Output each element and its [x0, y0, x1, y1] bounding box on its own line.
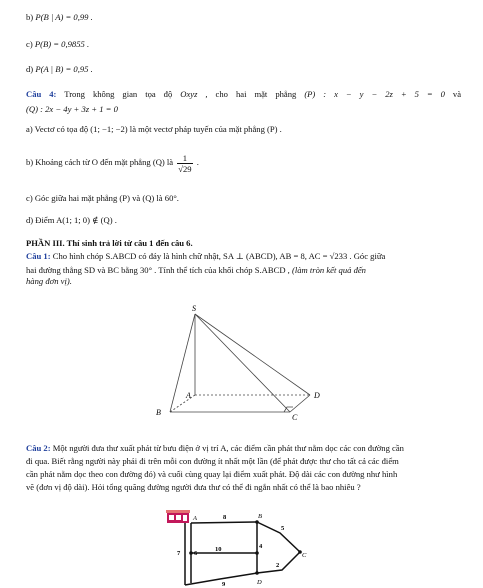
c2-line4: vẽ (đơn vị độ dài). Hỏi tổng quãng đường người đưa thư có thể đi ngắn nhất có thể là bao nhiêu ?: [26, 482, 361, 492]
weight-AB: 8: [223, 514, 227, 521]
fraction-numerator: 1: [177, 153, 192, 164]
road-AB: [191, 522, 257, 523]
weight-B-C: 5: [281, 525, 285, 532]
post-office-icon: [166, 510, 190, 523]
weight-inner: 10: [215, 546, 222, 553]
word: hai: [235, 89, 247, 99]
vertex-D: D: [314, 391, 320, 400]
vertex-A: A: [186, 391, 191, 400]
word: không: [92, 89, 115, 99]
c1-text: hai đường thẳng SD và BC bằng 30° . Tính thể tích của khối chóp S.ABCD ,: [26, 265, 292, 275]
c1-line3: hàng đơn vị).: [26, 276, 72, 286]
c2-text: Một người đưa thư xuất phát từ bưu điện ở vị trí A, các điểm cần phát thư nằm dọc các con đường cần: [52, 443, 404, 453]
fraction-denominator: √29: [178, 163, 192, 174]
word: Trong: [64, 89, 85, 99]
weight-AE: 7: [177, 550, 181, 557]
node-C: C: [302, 552, 307, 559]
c2-head: Câu 2:: [26, 443, 51, 453]
c1-line2: [26, 265, 366, 276]
vertex-B: B: [156, 408, 161, 417]
road-B-C: [257, 522, 300, 552]
fraction: [177, 153, 192, 174]
q4-statement-d: d) Điểm A(1; 1; 0) ∉ (Q) .: [26, 215, 117, 225]
q4-line1: [26, 89, 461, 100]
vertex-C: C: [292, 413, 298, 422]
weight-ED: 9: [222, 581, 226, 588]
q4-head: Câu 4:: [26, 89, 57, 99]
option-label: b): [26, 12, 34, 22]
statement-text: b) Khoảng cách từ O đến mặt phẳng (Q) là: [26, 157, 174, 167]
period: .: [196, 157, 199, 167]
node-B: B: [258, 513, 262, 520]
c1-text: Cho hình chóp S.ABCD có đáy là hình chữ nhật, SA ⊥ (ABCD), AB = 8, AC = √233 . Góc giữa: [52, 251, 386, 261]
weight-A-inner: 6: [194, 550, 198, 557]
option-b: [26, 12, 93, 23]
edge-SD: [195, 314, 310, 395]
pyramid-figure: [150, 300, 335, 422]
road-graph-figure: [160, 505, 320, 588]
edge-SC: [195, 314, 290, 412]
c2-line2: đi qua. Biết rằng người này phải đi trên mỗi con đường ít nhất một lần (để phát được thư cho tất cả các điểm: [26, 456, 399, 466]
plane-p-equation: (P) : x − y − 2z + 5 = 0: [304, 89, 445, 99]
vertex-S: S: [192, 304, 196, 313]
option-label: d): [26, 64, 34, 74]
edge-CD: [290, 395, 310, 412]
option-expr: P(B) = 0,9855 .: [34, 39, 90, 49]
weight-B-inner: 4: [259, 543, 263, 550]
q4-statement-b: [26, 150, 199, 174]
q4-line2: (Q) : 2x − 4y + 3z + 1 = 0: [26, 104, 118, 114]
c1-line1: [26, 251, 385, 262]
word: tọa: [145, 89, 156, 99]
c1-note: (làm tròn kết quả đến: [291, 265, 366, 275]
word: mặt: [254, 89, 268, 99]
c2-line1: [26, 443, 404, 454]
q4-statement-c: c) Góc giữa hai mặt phẳng (P) và (Q) là 60°.: [26, 193, 179, 203]
c1-head: Câu 1:: [26, 251, 51, 261]
word: cho: [215, 89, 228, 99]
word: phẳng: [275, 89, 297, 99]
road-ED: [185, 573, 257, 585]
q4-statement-a: a) Vectơ có tọa độ (1; −1; −2) là một vectơ pháp tuyến của mặt phẳng (P) .: [26, 124, 282, 134]
word: và: [452, 89, 462, 99]
option-label: c): [26, 39, 33, 49]
option-c: [26, 39, 89, 50]
node-D: D: [257, 579, 262, 586]
option-expr: P(A | B) = 0,95 .: [35, 64, 93, 74]
c2-line3: cần phát nằm dọc theo con đường đó) và cuối cùng quay lại điểm xuất phát. Độ dài các con đường như hình: [26, 469, 398, 479]
option-d: [26, 64, 93, 75]
word: gian: [122, 89, 138, 99]
weight-DC: 2: [276, 562, 280, 569]
part3-title: PHẦN III. Thí sinh trả lời từ câu 1 đến câu 6.: [26, 238, 193, 248]
node-A: A: [193, 515, 197, 522]
word: Oxyz ,: [180, 89, 208, 99]
option-expr: P(B | A) = 0,99 .: [35, 12, 93, 22]
word: độ: [163, 89, 173, 99]
